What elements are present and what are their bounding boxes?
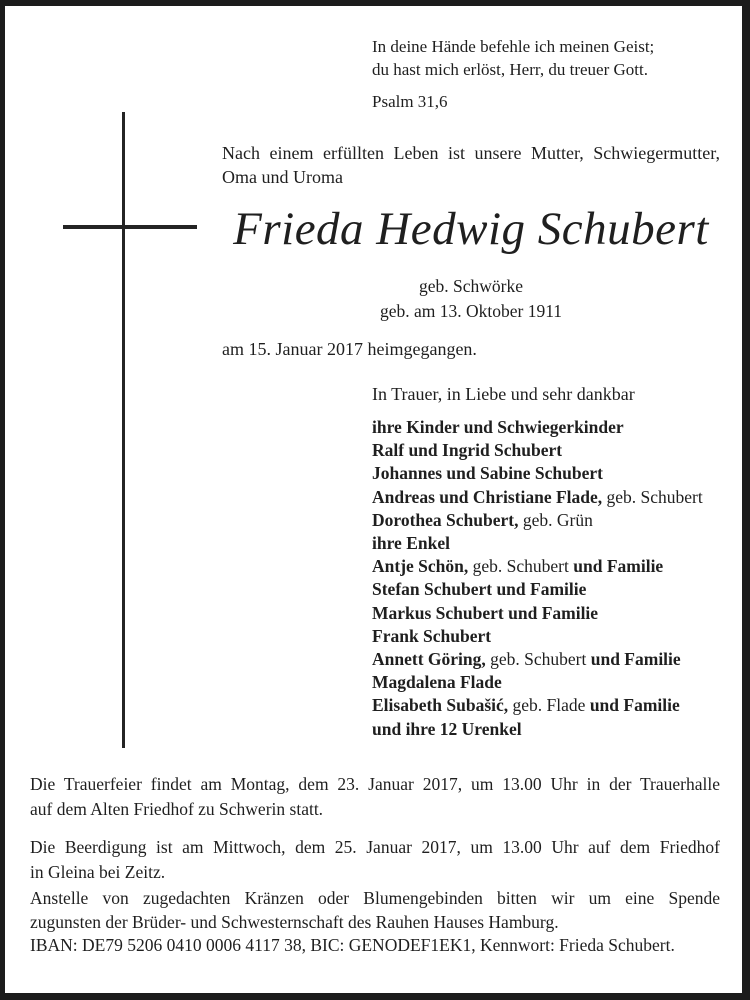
mourner-line <box>372 532 732 555</box>
mourner-line <box>372 718 732 741</box>
donation-line-1: Anstelle von zugedachten Kränzen oder Blumengebinden bitten wir um eine Spende <box>30 888 720 908</box>
mourner-suffix: und Familie <box>589 695 680 716</box>
mourner-line <box>372 462 732 485</box>
mourner-name: Frank Schubert <box>372 625 492 646</box>
mourner-line <box>372 416 732 439</box>
mourner-maiden: geb. Grün <box>518 509 593 530</box>
death-date: am 15. Januar 2017 heimgegangen. <box>222 339 477 359</box>
mourner-line <box>372 555 732 578</box>
funeral-service-line-1: Die Trauerfeier findet am Montag, dem 23. Januar 2017, um 13.00 Uhr in der Trauerhalle <box>30 774 720 794</box>
mourner-line <box>372 625 732 648</box>
funeral-service-line-2: auf dem Alten Friedhof zu Schwerin statt. <box>30 799 324 819</box>
mourner-name: Andreas und Christiane Flade, <box>372 486 603 507</box>
birth-date: geb. am 13. Oktober 1911 <box>379 300 563 321</box>
mourner-line <box>372 694 732 717</box>
mourner-suffix: und Familie <box>573 556 664 577</box>
mourning-intro: In Trauer, in Liebe und sehr dankbar <box>372 384 635 404</box>
mourner-name: Annett Göring, <box>372 649 486 670</box>
mourner-name: Ralf und Ingrid Schubert <box>372 440 563 461</box>
deceased-details <box>222 274 720 323</box>
mourner-name: ihre Enkel <box>372 533 450 554</box>
mourner-name: Dorothea Schubert, <box>372 509 519 530</box>
verse-reference: Psalm 31,6 <box>372 92 448 111</box>
mourner-name: Antje Schön, <box>372 556 469 577</box>
mourner-line <box>372 648 732 671</box>
mourner-suffix: und Familie <box>590 649 681 670</box>
mourner-name: und ihre 12 Urenkel <box>372 718 522 739</box>
mourner-maiden: geb. Schubert <box>468 556 574 577</box>
mourner-maiden: geb. Schubert <box>485 649 591 670</box>
mourner-line <box>372 578 732 601</box>
bank-details: IBAN: DE79 5206 0410 0006 4117 38, BIC: GENODEF1EK1, Kennwort: Frieda Schubert. <box>30 935 675 955</box>
intro-line-2: Oma und Uroma <box>222 167 343 187</box>
funeral-service-notice <box>30 772 720 822</box>
scripture-quote <box>372 36 702 81</box>
mourner-name: Magdalena Flade <box>372 672 502 693</box>
mourner-name: Johannes und Sabine Schubert <box>372 463 603 484</box>
verse-line-2: du hast mich erlöst, Herr, du treuer Gott. <box>372 59 648 79</box>
mourner-name: Elisabeth Subašić, <box>372 695 509 716</box>
mourner-maiden: geb. Flade <box>508 695 590 716</box>
cross-icon-crossbar <box>63 225 197 229</box>
mourner-name: ihre Kinder und Schwiegerkinder <box>372 417 624 437</box>
maiden-name: geb. Schwörke <box>418 276 523 296</box>
deceased-name: Frieda Hedwig Schubert <box>233 203 709 255</box>
burial-line-1: Die Beerdigung ist am Mittwoch, dem 25. Januar 2017, um 13.00 Uhr auf dem Friedhof <box>30 837 720 857</box>
intro-text <box>222 141 720 189</box>
cross-icon <box>122 112 125 748</box>
mourner-name: Markus Schubert und Familie <box>372 602 599 623</box>
donation-line-2: zugunsten der Brüder- und Schwesternschaft des Rauhen Hauses Hamburg. <box>30 911 559 932</box>
burial-notice <box>30 835 720 885</box>
verse-line-1: In deine Hände befehle ich meinen Geist; <box>372 37 655 56</box>
mourner-line <box>372 509 732 532</box>
mourner-list <box>372 416 732 741</box>
mourner-name: Stefan Schubert und Familie <box>372 579 587 600</box>
donation-notice <box>30 887 720 958</box>
mourner-line <box>372 486 732 509</box>
mourner-maiden: geb. Schubert <box>602 486 703 507</box>
mourner-line <box>372 439 732 462</box>
mourner-line <box>372 602 732 625</box>
mourner-line <box>372 671 732 694</box>
burial-line-2: in Gleina bei Zeitz. <box>30 862 166 882</box>
intro-line-1: Nach einem erfüllten Leben ist unsere Mutter, Schwiegermutter, <box>222 143 720 163</box>
